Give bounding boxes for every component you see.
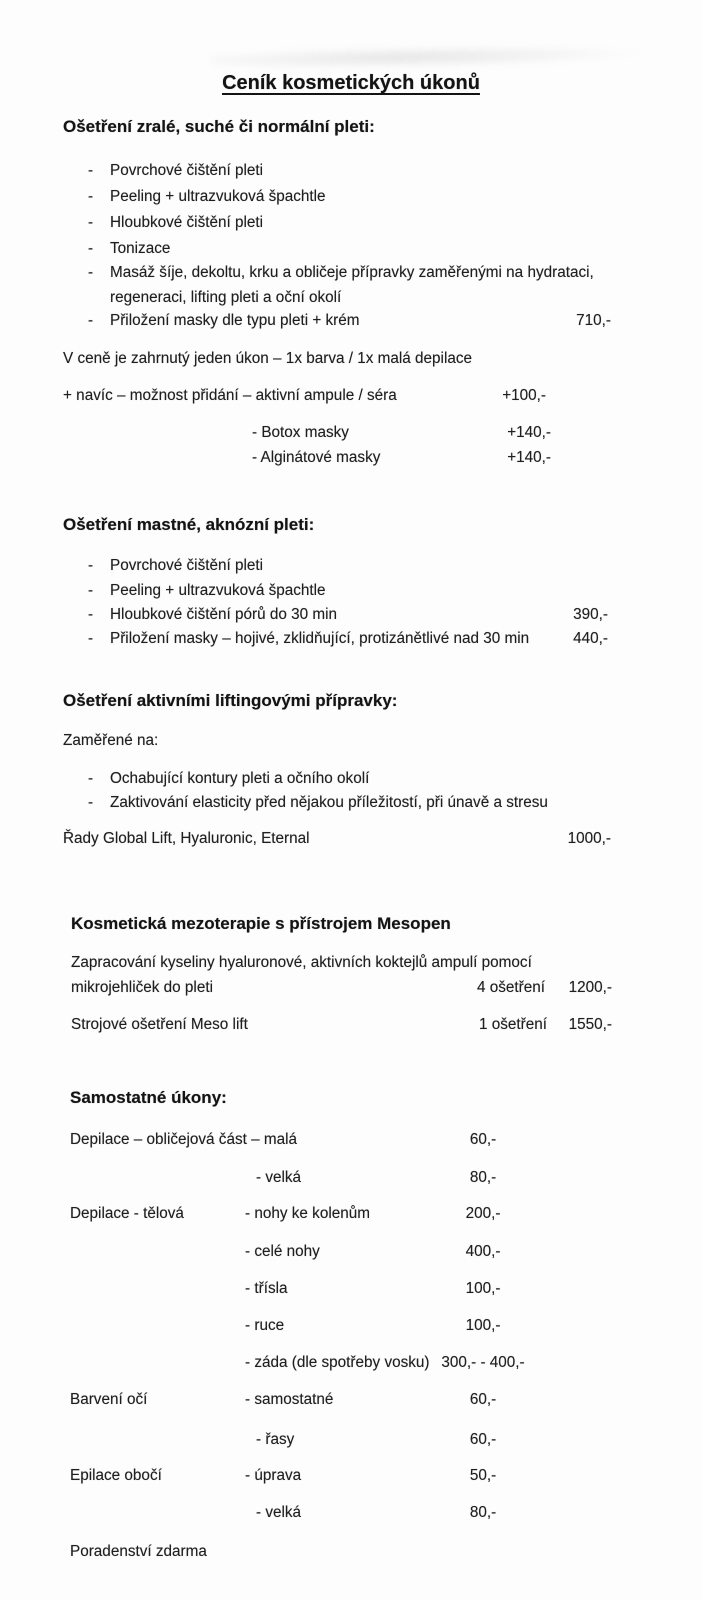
dash-bullet-icon: -	[88, 264, 94, 281]
price-value: +100,-	[502, 387, 546, 404]
price-value: 400,-	[465, 1243, 501, 1260]
addon-item-text: - Botox masky	[252, 424, 349, 441]
price-value: +140,-	[507, 424, 551, 441]
list-item-text: Masáž šíje, dekoltu, krku a obličeje přípravky zaměřenými na hydrataci, regeneraci, lifting pleti a oční okolí	[110, 264, 594, 306]
price-value: 1000,-	[567, 830, 611, 847]
dash-bullet-icon: -	[88, 794, 94, 811]
dash-bullet-icon: -	[88, 162, 94, 179]
dash-bullet-icon: -	[88, 630, 94, 647]
price-value: 1550,-	[568, 1016, 612, 1033]
list-item	[88, 159, 264, 183]
row-sub-label: - řasy	[256, 1431, 295, 1448]
list-item	[88, 237, 171, 261]
row-label: Barvení očí	[70, 1391, 148, 1408]
product-lines-text: Řady Global Lift, Hyaluronic, Eternal	[63, 830, 310, 847]
list-item	[88, 554, 264, 578]
list-item-text: Ochabující kontury pleti a očního okolí	[110, 770, 370, 787]
list-item-text: Peeling + ultrazvuková špachtle	[110, 188, 326, 205]
list-item	[88, 767, 370, 791]
row-label: Depilace - tělová	[70, 1205, 184, 1222]
list-item-text: Přiložení masky – hojivé, zklidňující, protizánětlivé nad 30 min	[110, 630, 530, 647]
scan-artifact	[210, 42, 640, 72]
dash-bullet-icon: -	[88, 770, 94, 787]
list-item	[88, 260, 662, 310]
row-text: Zapracování kyseliny hyaluronové, aktivních koktejlů ampulí pomocí	[71, 954, 532, 971]
row-sub-label: - třísla	[245, 1280, 288, 1297]
dash-bullet-icon: -	[88, 557, 94, 574]
note-text: V ceně je zahrnutý jeden úkon – 1x barva / 1x malá depilace	[63, 350, 473, 367]
price-value: 390,-	[573, 606, 608, 623]
list-item-text: Tonizace	[110, 240, 171, 257]
dash-bullet-icon: -	[88, 188, 94, 205]
price-value: 1200,-	[568, 979, 612, 996]
section-heading-lifting: Ošetření aktivními liftingovými přípravky:	[63, 691, 398, 710]
dash-bullet-icon: -	[88, 214, 94, 231]
price-value: 200,-	[465, 1205, 501, 1222]
row-sub-label: - úprava	[245, 1467, 302, 1484]
row-sub-label: - celé nohy	[245, 1243, 320, 1260]
section-heading-standalone: Samostatné úkony:	[70, 1088, 227, 1107]
price-value: 60,-	[469, 1391, 497, 1408]
price-value: 60,-	[469, 1131, 497, 1148]
row-sub-label: - velká	[256, 1169, 302, 1186]
row-sub-label: - ruce	[245, 1317, 285, 1334]
addon-intro-text: + navíc – možnost přidání – aktivní ampule / séra	[63, 387, 397, 404]
list-item-text: Přiložení masky dle typu pleti + krém	[110, 312, 360, 329]
list-item-text: Zaktivování elasticity před nějakou příležitostí, při únavě a stresu	[110, 794, 548, 811]
price-value: 300,- - 400,-	[441, 1354, 525, 1371]
list-item	[88, 627, 530, 651]
price-value: 80,-	[469, 1504, 497, 1521]
price-value: 80,-	[469, 1169, 497, 1186]
row-sub-label: - záda (dle spotřeby vosku)	[245, 1354, 430, 1371]
list-item	[88, 211, 264, 235]
row-label: Epilace obočí	[70, 1467, 162, 1484]
list-item-text: Hloubkové čištění pleti	[110, 214, 264, 231]
list-item	[88, 579, 326, 603]
price-value: 50,-	[469, 1467, 497, 1484]
list-item-text: Povrchové čištění pleti	[110, 557, 264, 574]
dash-bullet-icon: -	[88, 312, 94, 329]
treatment-count: 1 ošetření	[479, 1016, 548, 1033]
list-item-text: Povrchové čištění pleti	[110, 162, 264, 179]
row-label: Depilace – obličejová část – malá	[70, 1131, 298, 1148]
row-sub-label: - samostatné	[245, 1391, 334, 1408]
list-item	[88, 791, 548, 815]
section-heading-mature-skin: Ošetření zralé, suché či normální pleti:	[63, 117, 375, 136]
row-sub-label: - velká	[256, 1504, 302, 1521]
dash-bullet-icon: -	[88, 240, 94, 257]
row-sub-label: - nohy ke kolenům	[245, 1205, 370, 1222]
addon-item-text: - Alginátové masky	[252, 449, 381, 466]
dash-bullet-icon: -	[88, 606, 94, 623]
treatment-count: 4 ošetření	[477, 979, 546, 996]
list-item	[88, 185, 326, 209]
dash-bullet-icon: -	[88, 582, 94, 599]
intro-text: Zaměřené na:	[63, 732, 159, 749]
free-consultation-text: Poradenství zdarma	[70, 1543, 207, 1560]
price-value: 440,-	[573, 630, 608, 647]
row-text: Strojové ošetření Meso lift	[71, 1016, 248, 1033]
page-title: Ceník kosmetických úkonů	[222, 72, 480, 94]
row-text: mikrojehliček do pleti	[71, 979, 213, 996]
price-value: 100,-	[465, 1280, 501, 1297]
section-heading-oily-skin: Ošetření mastné, aknózní pleti:	[63, 515, 315, 534]
list-item-text: Peeling + ultrazvuková špachtle	[110, 582, 326, 599]
list-item	[88, 603, 338, 627]
section-heading-mesotherapy: Kosmetická mezoterapie s přístrojem Mesopen	[71, 914, 451, 933]
price-value: 100,-	[465, 1317, 501, 1334]
price-value: 710,-	[576, 312, 611, 329]
price-value: +140,-	[507, 449, 551, 466]
list-item	[88, 309, 360, 333]
price-value: 60,-	[469, 1431, 497, 1448]
list-item-text: Hloubkové čištění pórů do 30 min	[110, 606, 338, 623]
